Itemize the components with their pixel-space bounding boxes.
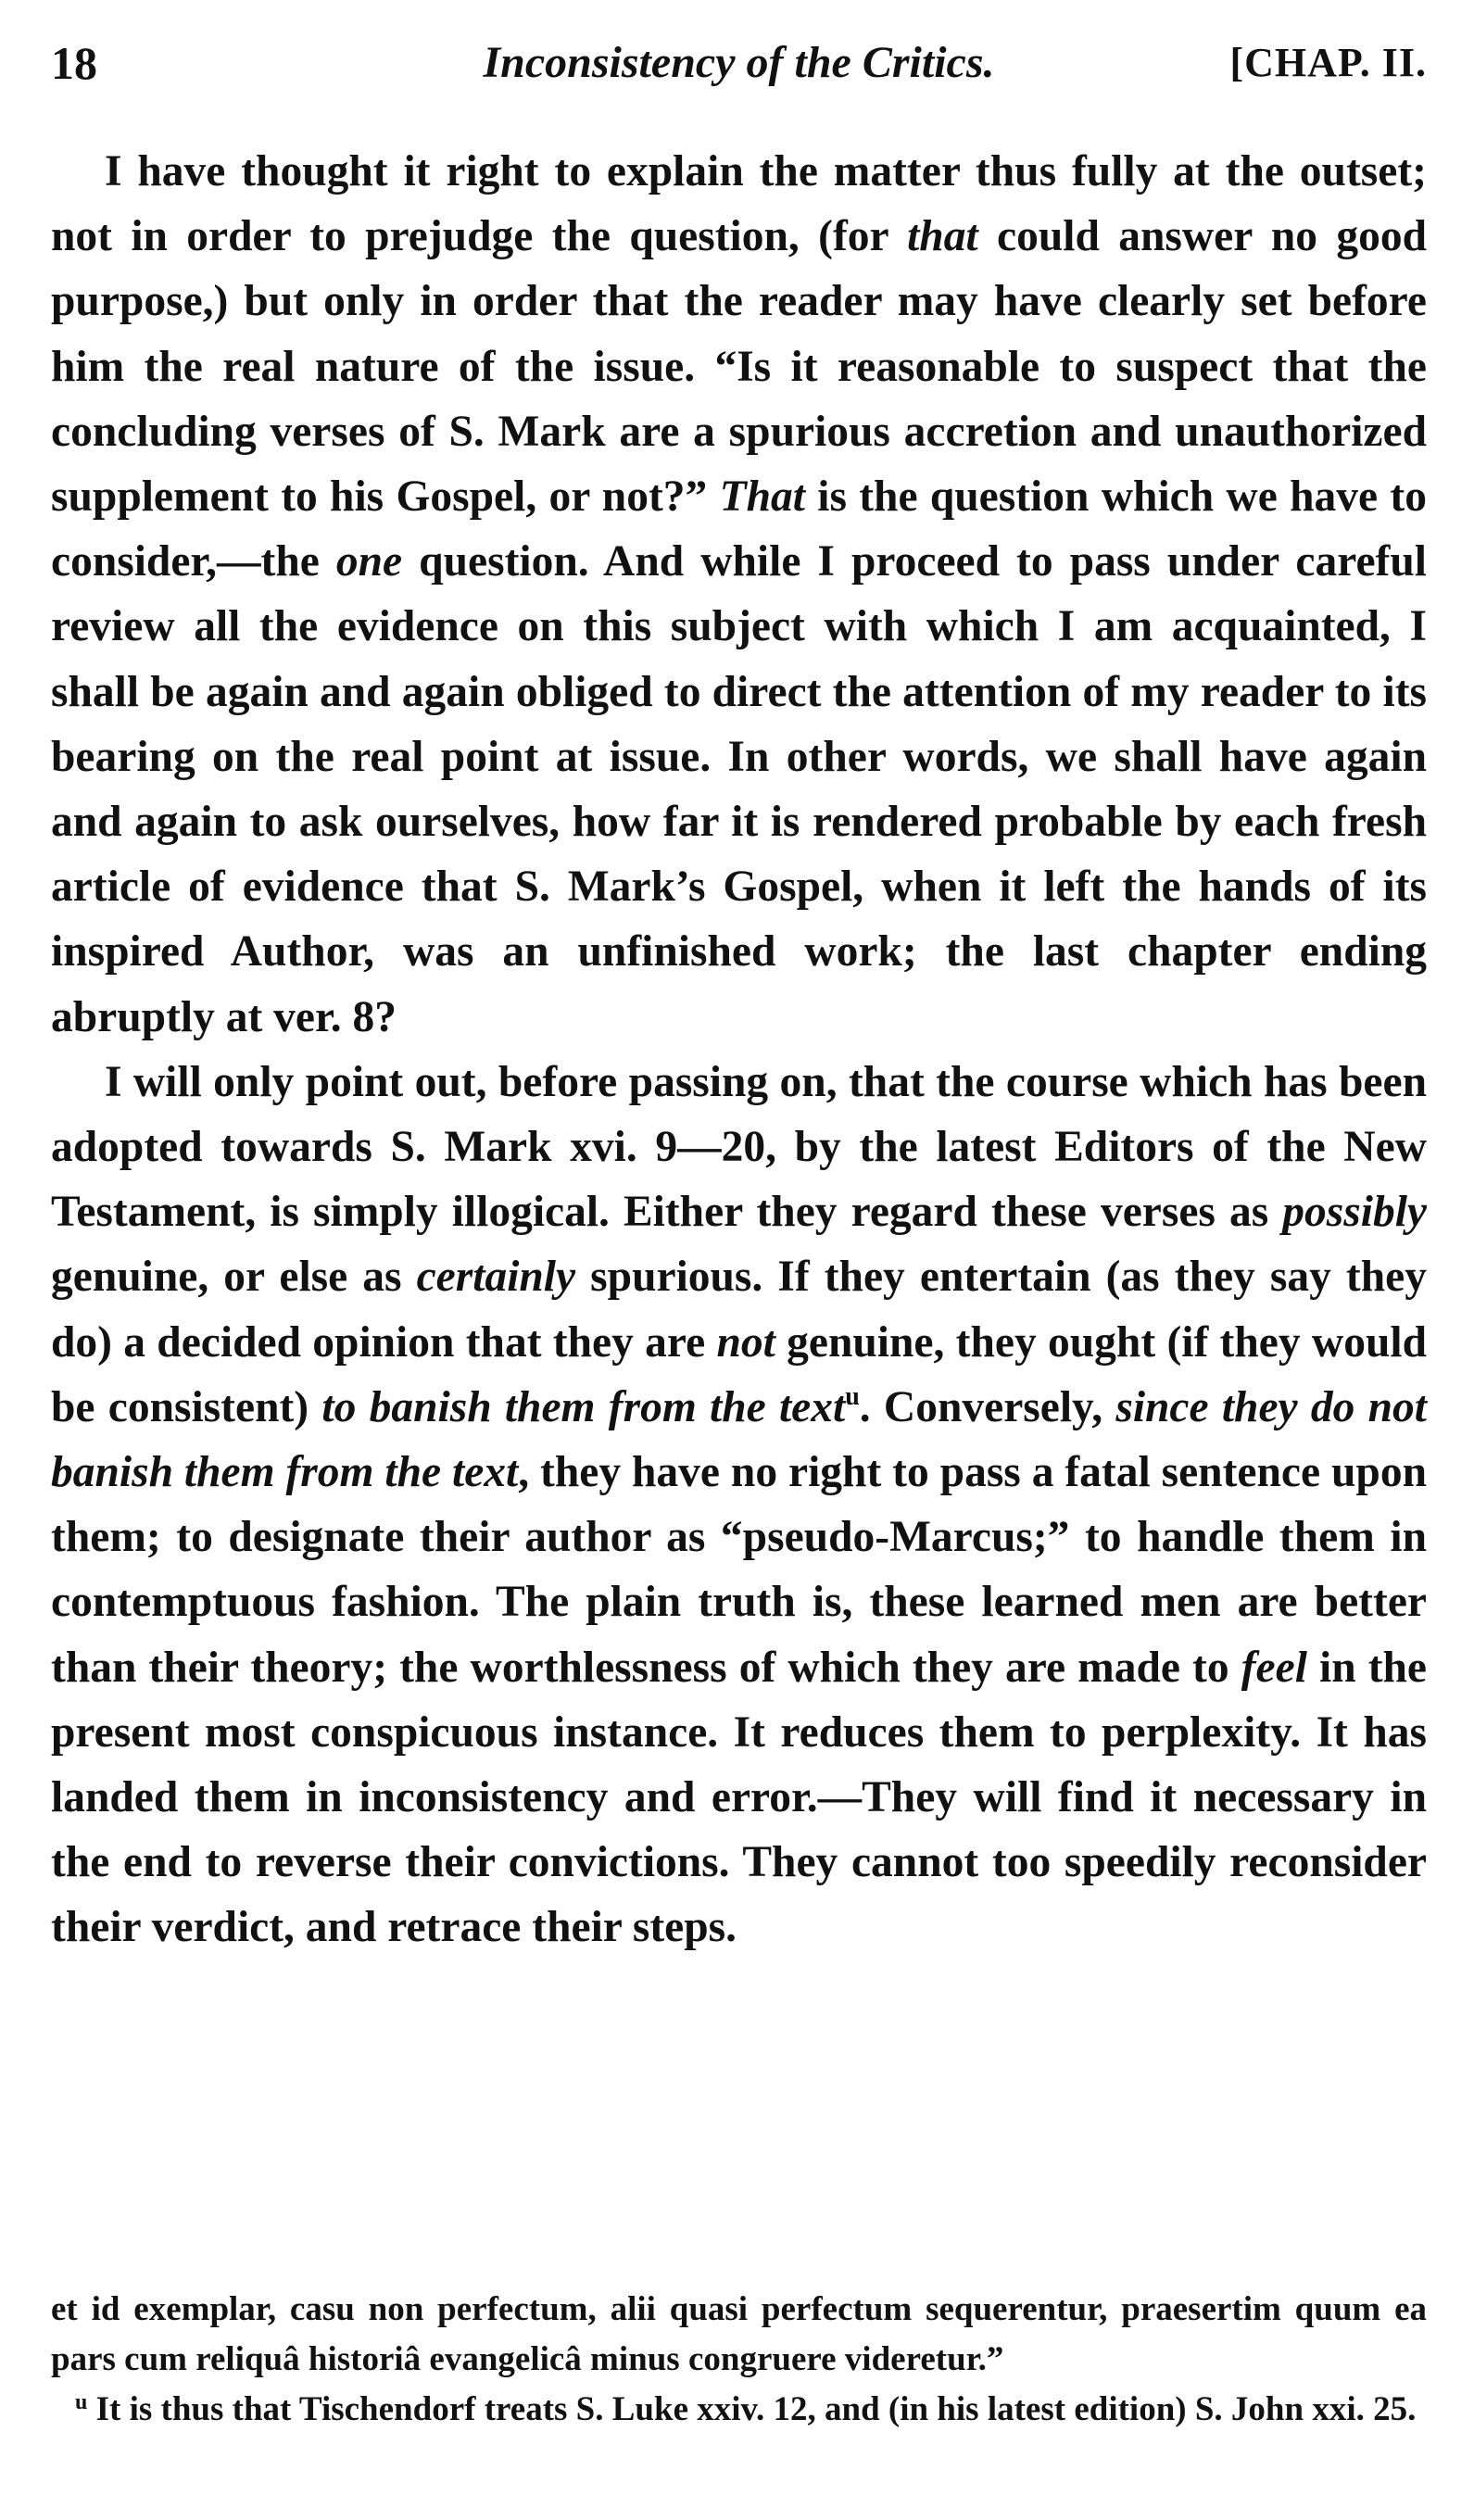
footnote-u bbox=[51, 2385, 1427, 2435]
page-number: 18 bbox=[51, 37, 97, 89]
p2-text-6: , they have no right to pass a fatal sentence upon them; to designate their author as “pseudo-Marcus;” to handle them in contemptuous fashion. The plain truth is, these learned men are better than their theory; the worthlessness of which they are made to bbox=[51, 1448, 1427, 1692]
p2-emphasis-banish: to banish them from the text bbox=[321, 1382, 846, 1431]
p2-text-1: I will only point out, before passing on, that the course which has been adopted towards S. Mark xvi. 9—20, by the latest Editors of the New Testament, is simply illogical. Either they regard these verses as bbox=[51, 1057, 1427, 1237]
p1-text-2: could answer no good purpose,) but only in order that the reader may have clearly set before him the real nature of the issue. “Is it reasonable to suspect that the concluding verses of S. Mark are a spurious accretion and unauthorized supplement to his Gospel, or not?” bbox=[51, 212, 1427, 522]
p2-emphasis-not: not bbox=[716, 1317, 775, 1367]
p2-text-7: in the present most conspicuous instance. It reduces them to perplexity. It has landed them in inconsistency and error.—They will find it necessary in the end to reverse their convictions. They cannot too speedily reconsider their verdict, and retrace their steps. bbox=[51, 1643, 1428, 1952]
p1-emphasis-one: one bbox=[335, 537, 403, 586]
p2-text-5: . Conversely, bbox=[859, 1382, 1116, 1431]
chapter-label: [CHAP. II. bbox=[1229, 40, 1427, 85]
p1-text-4: question. And while I proceed to pass under careful review all the evidence on this subject with which I am acquainted, I shall be again and again obliged to direct the attention of my reader to its bearing on the real point at issue. In other words, we shall have again and again to ask ourselves, how far it is rendered probable by each fresh article of evidence that S. Mark’s Gospel, when it left the hands of its inspired Author, was an unfinished work; the last chapter ending abruptly at ver. 8? bbox=[51, 537, 1427, 1041]
footnote-u-marker: u bbox=[75, 2390, 88, 2414]
p1-emphasis-that-2: That bbox=[719, 472, 805, 522]
p2-emphasis-since: since they do not banish them from the text bbox=[51, 1382, 1427, 1497]
running-header bbox=[51, 28, 1427, 102]
footnote-continuation: et id exemplar, casu non perfectum, alii quasi perfectum sequerentur, praesertim quum ea pars cum reliquâ historiâ evangelicâ minus congruere videretur.” bbox=[51, 2290, 1427, 2378]
running-title: Inconsistency of the Critics. bbox=[483, 38, 995, 87]
main-text bbox=[51, 139, 1427, 1960]
p2-text-4: genuine, they ought (if they would be consistent) bbox=[51, 1317, 1427, 1431]
paragraph-2 bbox=[51, 1050, 1427, 1960]
p2-emphasis-certainly: certainly bbox=[416, 1253, 576, 1302]
p1-emphasis-that: that bbox=[907, 212, 978, 261]
p2-emphasis-feel: feel bbox=[1241, 1643, 1307, 1692]
p1-text-3: is the question which we have to consider,—the bbox=[51, 472, 1427, 586]
p2-text-3: spurious. If they entertain (as they say they do) a decided opinion that they are bbox=[51, 1253, 1428, 1367]
footnotes bbox=[51, 2285, 1427, 2435]
paragraph-1 bbox=[51, 139, 1427, 1050]
footnote-u-text: It is thus that Tischendorf treats S. Luke xxiv. 12, and (in his latest edition) S. John xxi. 25. bbox=[87, 2390, 1417, 2428]
footnote-ref-u[interactable]: u bbox=[845, 1381, 860, 1411]
p1-text-1: I have thought it right to explain the matter thus fully at the outset; not in order to prejudge the question, (for bbox=[51, 147, 1427, 261]
p2-emphasis-possibly: possibly bbox=[1282, 1188, 1427, 1237]
p2-text-2: genuine, or else as bbox=[51, 1253, 417, 1302]
